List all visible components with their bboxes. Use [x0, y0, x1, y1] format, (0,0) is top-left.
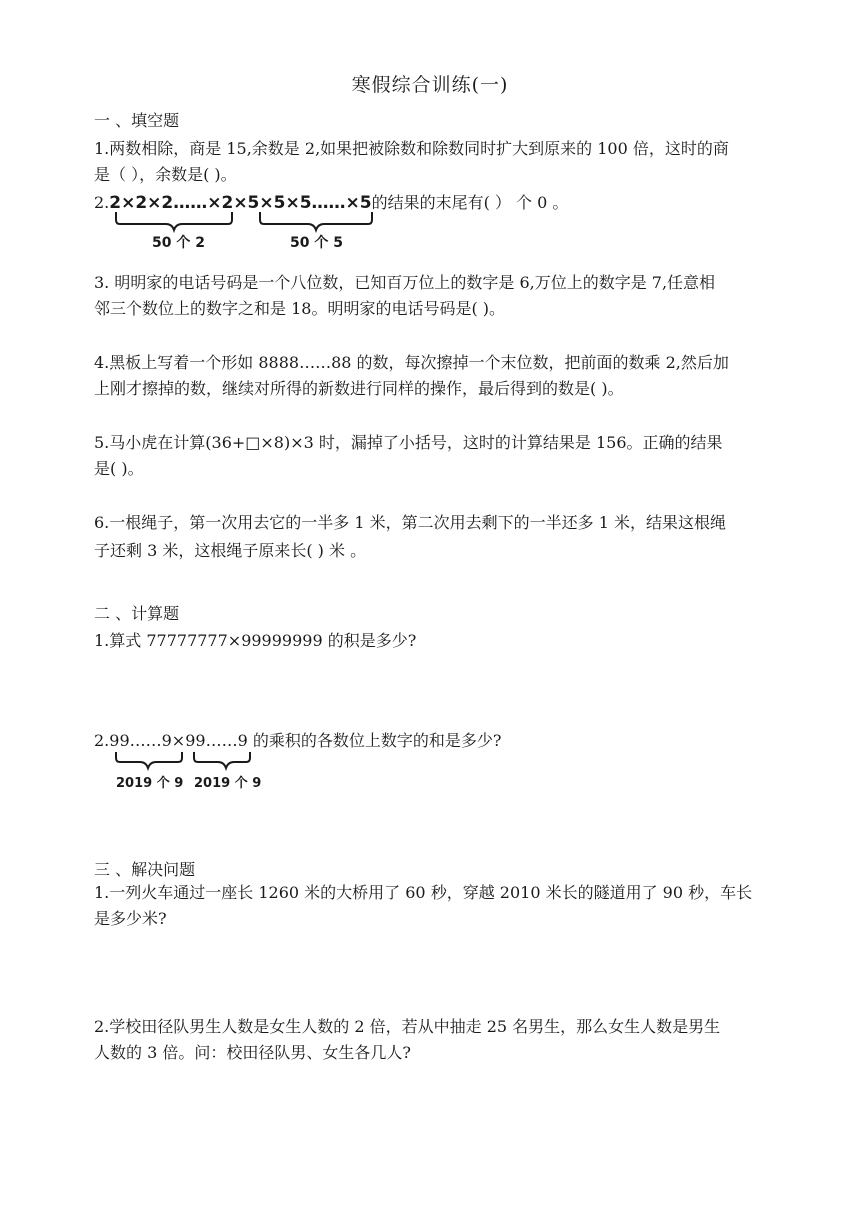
q1-4-line2: 上刚才擦掉的数，继续对所得的新数进行同样的操作，最后得到的数是( )。: [94, 379, 624, 398]
brace-left-icon: [116, 212, 232, 230]
q3-1-line1: 1.一列火车通过一座长 1260 米的大桥用了 60 秒，穿越 2010 米长的隧道用了 90 秒，车长: [94, 883, 753, 902]
q1-1-line1: 1.两数相除，商是 15,余数是 2,如果把被除数和除数同时扩大到原来的 100 倍，这时的商: [94, 139, 729, 158]
q3-2-line2: 人数的 3 倍。问：校田径队男、女生各几人?: [94, 1043, 411, 1062]
q1-4-line1: 4.黑板上写着一个形如 8888……88 的数，每次擦掉一个末位数，把前面的数乘 2,然后加: [94, 353, 729, 372]
q1-2-suffix: 的结果的末尾有( ） 个 0 。: [371, 193, 569, 212]
brace-right-icon: [194, 752, 250, 768]
q1-5-line1: 5.马小虎在计算(36+□×8)×3 时，漏掉了小括号，这时的计算结果是 156。正确的结果: [94, 433, 723, 452]
section-heading-problems: 三 、解决问题: [94, 860, 196, 879]
brace-right-label: 50 个 5: [290, 235, 343, 251]
brace-right-icon: [260, 212, 372, 230]
q3-1-line2: 是多少米?: [94, 909, 167, 928]
q1-2-number: 2.: [94, 193, 110, 212]
q1-6-line2: 子还剩 3 米，这根绳子原来长( ) 米 。: [94, 541, 367, 560]
section-heading-calculation: 二 、计算题: [94, 604, 180, 623]
q1-3-line2: 邻三个数位上的数字之和是 18。明明家的电话号码是( )。: [94, 299, 506, 318]
q2-2-line: 2.99……9×99……9 的乘积的各数位上数字的和是多少?: [94, 731, 502, 750]
brace-left-label: 50 个 2: [152, 235, 205, 251]
q1-6-line1: 6.一根绳子，第一次用去它的一半多 1 米，第二次用去剩下的一半还多 1 米，结果这根绳: [94, 513, 726, 532]
q1-1-line2: 是（ ），余数是( )。: [94, 165, 237, 184]
brace-left-icon: [116, 752, 182, 768]
section-heading-fill-blank: 一 、填空题: [94, 111, 180, 130]
q2-1-line: 1.算式 77777777×99999999 的积是多少?: [94, 631, 417, 650]
q1-2-formula: 2×2×2……×2×5×5×5……×5: [109, 193, 372, 213]
brace-right-label: 2019 个 9: [194, 776, 262, 791]
q1-5-line2: 是( )。: [94, 459, 144, 478]
q2-2-braces: [112, 748, 272, 793]
q1-2-braces: [110, 208, 390, 253]
page-title: 寒假综合训练(一): [351, 74, 509, 96]
q1-3-line1: 3. 明明家的电话号码是一个八位数，已知百万位上的数字是 6,万位上的数字是 7,任意相: [94, 273, 716, 292]
brace-left-label: 2019 个 9: [116, 776, 184, 791]
q3-2-line1: 2.学校田径队男生人数是女生人数的 2 倍，若从中抽走 25 名男生，那么女生人数是男生: [94, 1017, 721, 1036]
